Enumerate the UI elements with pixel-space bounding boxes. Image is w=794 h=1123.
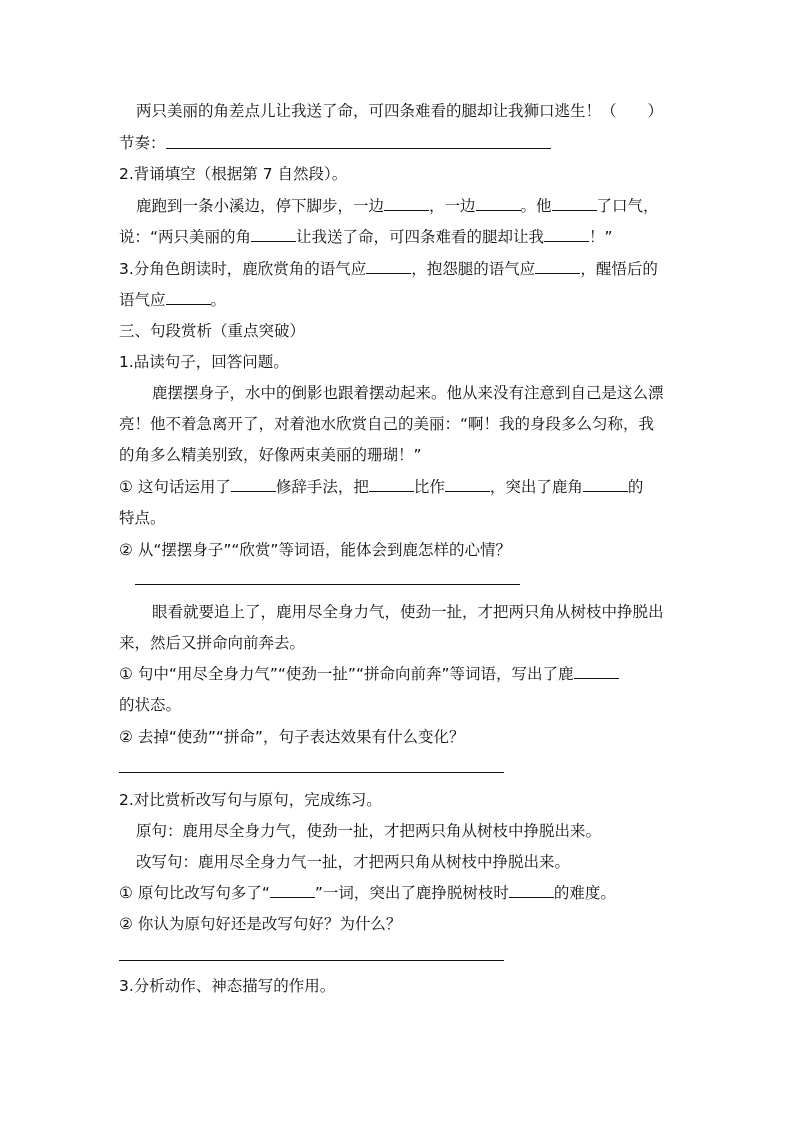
passage1-line2: 亮！他不着急离开了，对着池水欣赏自己的美丽：“啊！我的身段多么匀称，我 xyxy=(119,415,655,433)
fill-blank[interactable] xyxy=(574,664,619,679)
sub5-text: 的难度。 xyxy=(553,884,616,902)
sub1-line1 xyxy=(119,477,643,497)
fill-blank[interactable] xyxy=(509,883,554,898)
sub1-text: ，突出了鹿角 xyxy=(489,478,583,496)
original-sentence: 原句：鹿用尽全身力气，使劲一扯，才把两只角从树枝中挣脱出来。 xyxy=(136,822,602,840)
sub5-text: ① 原句比改写句多了“ xyxy=(119,884,270,902)
q3-text: ，抱怨腿的语气应 xyxy=(411,260,536,278)
fill-blank[interactable] xyxy=(166,290,211,305)
fill-blank[interactable] xyxy=(552,196,597,211)
q2-text: 鹿跑到一条小溪边，停下脚步，一边 xyxy=(136,197,385,215)
sub3-line1 xyxy=(119,664,619,684)
q3-line2 xyxy=(119,290,226,310)
fill-blank[interactable] xyxy=(231,477,276,492)
fill-blank[interactable] xyxy=(251,227,296,242)
fill-blank[interactable] xyxy=(270,883,315,898)
fill-blank[interactable] xyxy=(369,477,414,492)
q2-line1 xyxy=(136,196,659,216)
passage2-line2: 来，然后又拼命向前奔去。 xyxy=(119,634,306,652)
sub2-answer-line[interactable] xyxy=(135,584,520,585)
passage1-line1: 鹿摆摆身子，水中的倒影也跟着摆动起来。他从来没有注意到自己是这么漂 xyxy=(152,384,664,402)
q2-text: ！” xyxy=(589,228,613,246)
sub3-text: ① 句中“用尽全身力气”“使劲一扯”“拼命向前奔”等词语，写出了鹿 xyxy=(119,665,574,683)
q2-text: 说：“两只美丽的角 xyxy=(119,228,252,246)
fill-blank[interactable] xyxy=(384,196,429,211)
q3-line1 xyxy=(119,259,658,279)
rhythm-sentence: 两只美丽的角差点儿让我送了命，可四条难看的腿却让我狮口逃生！（ ） xyxy=(136,102,664,120)
q3-text: 语气应 xyxy=(119,291,166,309)
fill-blank[interactable] xyxy=(476,196,521,211)
q2-text: ，一边 xyxy=(429,197,476,215)
passage1-line3: 的角多么精美别致，好像两束美丽的珊瑚！” xyxy=(119,446,422,464)
sub1-text: ① 这句话运用了 xyxy=(119,478,231,496)
sub1-text: 比作 xyxy=(413,478,445,496)
q2-title: 2.背诵填空（根据第 7 自然段）。 xyxy=(119,165,348,183)
sub4-question: ② 去掉“使劲”“拼命”，句子表达效果有什么变化？ xyxy=(119,728,465,746)
fill-blank[interactable] xyxy=(583,477,628,492)
sub4-answer-line[interactable] xyxy=(119,772,504,773)
section3-title: 三、句段赏析（重点突破） xyxy=(119,322,306,340)
fill-blank[interactable] xyxy=(445,477,490,492)
fill-blank[interactable] xyxy=(366,259,411,274)
passage2-line1: 眼看就要追上了，鹿用尽全身力气，使劲一扯，才把两只角从树枝中挣脱出 xyxy=(152,603,664,621)
rhythm-label: 节奏： xyxy=(119,134,166,152)
sub5-line xyxy=(119,883,616,903)
q2-text: 了口气， xyxy=(596,197,659,215)
q3-text: 。 xyxy=(210,291,227,309)
s3-q1-title: 1.品读句子，回答问题。 xyxy=(119,353,289,371)
sub3-line2: 的状态。 xyxy=(119,696,182,714)
q3-text: 3.分角色朗读时，鹿欣赏角的语气应 xyxy=(119,260,367,278)
q2-text: 。他 xyxy=(520,197,552,215)
sub1-text: 修辞手法，把 xyxy=(275,478,369,496)
q2-text: 让我送了命，可四条难看的腿却让我 xyxy=(296,228,545,246)
s3-q2-title: 2.对比赏析改写句与原句，完成练习。 xyxy=(119,791,382,809)
fill-blank[interactable] xyxy=(535,259,580,274)
fill-blank[interactable] xyxy=(544,227,589,242)
sub1-text: 的 xyxy=(627,478,644,496)
rhythm-answer-line[interactable] xyxy=(166,148,551,149)
q2-line2 xyxy=(119,227,613,247)
sub6-answer-line[interactable] xyxy=(119,960,504,961)
s3-q3-title: 3.分析动作、神态描写的作用。 xyxy=(119,977,336,995)
sub5-text: ”一词，突出了鹿挣脱树枝时 xyxy=(314,884,509,902)
rewritten-sentence: 改写句：鹿用尽全身力气一扯，才把两只角从树枝中挣脱出来。 xyxy=(136,853,571,871)
sub1-line2: 特点。 xyxy=(119,509,166,527)
sub6-question: ② 你认为原句好还是改写句好？为什么？ xyxy=(119,915,402,933)
q3-text: ，醒悟后的 xyxy=(580,260,658,278)
sub2-question: ② 从“摆摆身子”“欣赏”等词语，能体会到鹿怎样的心情？ xyxy=(119,541,511,559)
